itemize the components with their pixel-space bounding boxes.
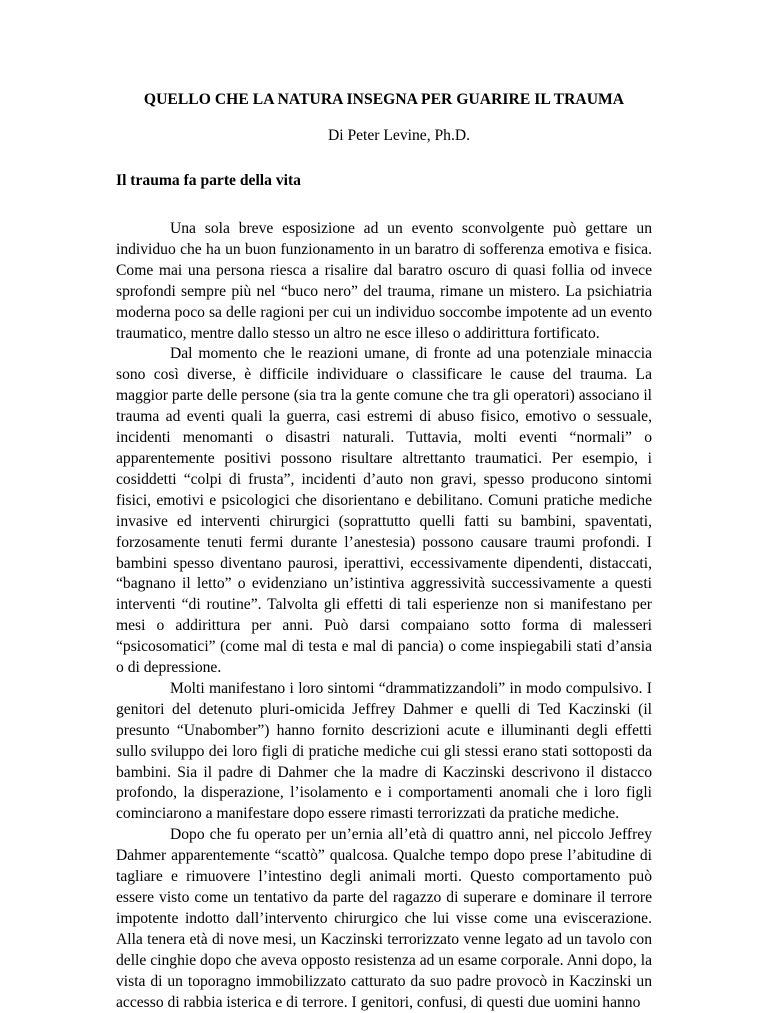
paragraph: Dopo che fu operato per un’ernia all’età di quattro anni, nel piccolo Jeffrey Dahmer apparentemente “scattò” qualcosa. Qualche tempo dopo prese l’abitudine di tagliare e rimuovere l’intestino degli animali morti. Questo comportamento può essere visto come un tentativo da parte del ragazzo di superare e dominare il terrore impotente indotto dall’intervento chirurgico che lui visse come una eviscerazione. Alla tenera età di nove mesi, un Kaczinski terrorizzato venne legato ad un tavolo con delle cinghie dopo che aveva opposto resistenza ad un esame corporale. Anni dopo, la vista di un toporagno immobilizzato catturato da suo padre provocò in Kaczinski un accesso di rabbia isterica e di terrore. I genitori, confusi, di questi due uomini hanno — [116, 826, 652, 1011]
paragraph: Molti manifestano i loro sintomi “drammatizzandoli” in modo compulsivo. I genitori del detenuto pluri-omicida Jeffrey Dahmer e quelli di Ted Kaczinski (il presunto “Unabomber”) hanno fornito descrizioni acute e illuminanti degli effetti sullo sviluppo dei loro figli di pratiche mediche cui gli stessi erano stati sottoposti da bambini. Sia il padre di Dahmer che la madre di Kaczinski descrivono il distacco profondo, la disperazione, l’isolamento e i comportamenti anomali che i loro figli cominciarono a manifestare dopo essere rimasti terrorizzati da pratiche mediche. — [116, 679, 652, 823]
document-author: Di Peter Levine, Ph.D. — [327, 127, 471, 144]
document-title: QUELLO CHE LA NATURA INSEGNA PER GUARIRE IL TRAUMA — [143, 91, 625, 108]
paragraph: Dal momento che le reazioni umane, di fronte ad una potenziale minaccia sono così diverse, è difficile individuare o classificare le cause del trauma. La maggior parte delle persone (sia tra la gente comune che tra gli operatori) associano il trauma ad eventi quali la guerra, casi estremi di abuso fisico, emotivo o sessuale, incidenti menomanti o disastri naturali. Tuttavia, molti eventi “normali” o apparentemente positivi possono risultare altrettanto traumatici. Per esempio, i cosiddetti “colpi di frusta”, incidenti d’auto non gravi, spesso producono sintomi fisici, emotivi e psicologici che disorientano e debilitano. Comuni pratiche mediche invasive ed interventi chirurgici (soprattutto quelli fatti su bambini, spaventati, forzosamente tenuti fermi durante l’anestesia) possono causare traumi profondi. I bambini spesso diventano paurosi, iperattivi, eccessivamente dipendenti, distaccati, “bagnano il letto” o evidenziano un’istintiva aggressività successivamente a questi interventi “di routine”. Talvolta gli effetti di tali esperienze non si manifestano per mesi o addirittura per anni. Può darsi compaiano sotto forma di malesseri “psicosomatici” (come mal di testa e mal di pancia) o come inspiegabili stati d’ansia o di depressione. — [116, 345, 652, 677]
paragraph: Una sola breve esposizione ad un evento sconvolgente può gettare un individuo che ha un buon funzionamento in un baratro di sofferenza emotiva e fisica. Come mai una persona riesca a risalire dal baratro oscuro di quasi follia od invece sprofondi sempre più nel “buco nero” del trauma, rimane un mistero. La psichiatria moderna poco sa delle ragioni per cui un individuo soccombe impotente ad un evento traumatico, mentre dallo stesso un altro ne esce illeso o addirittura fortificato. — [116, 220, 652, 342]
document-page — [116, 0, 652, 1011]
section-heading: Il trauma fa parte della vita — [116, 172, 301, 189]
body-text — [116, 219, 652, 1013]
